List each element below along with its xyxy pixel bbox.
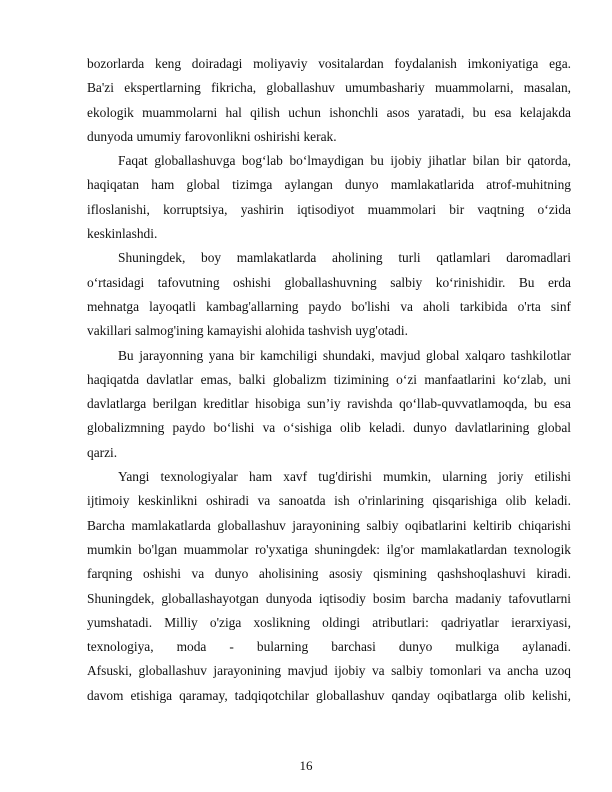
text-line: ijtimoiy keskinlikni oshiradi va sanoatda ish o'rinlarining qisqarishiga olib keladi.	[87, 493, 571, 509]
text-line: farqning oshishi va dunyo aholisining asosiy qismining qashshoqlashuvi kiradi.	[87, 566, 571, 582]
text-line: vakillari salmog'ining kamayishi alohida tashvish uyg'otadi.	[87, 323, 408, 339]
text-line: Barcha mamlakatlarda globallashuv jarayonining salbiy oqibatlarini keltirib chiqarishi	[87, 517, 571, 533]
text-line: ekologik muammolarni hal qilish uchun ishonchli asos yaratadi, bu esa kelajakda	[87, 104, 571, 120]
text-line: Faqat globallashuvga bog‘lab bo‘lmaydigan bu ijobiy jihatlar bilan bir qatorda,	[118, 153, 571, 169]
text-line: mumkin bo'lgan muammolar ro'yxatiga shuningdek: ilg'or mamlakatlardan texnologik	[87, 541, 571, 557]
text-line: haqiqatan ham global tizimga aylangan dunyo mamlakatlarida atrof-muhitning	[87, 177, 571, 193]
text-line: o‘rtasidagi tafovutning oshishi globallashuvning salbiy ko‘rinishidir. Bu erda	[87, 274, 571, 290]
text-line: Bu jarayonning yana bir kamchiligi shundaki, mavjud global xalqaro tashkilotlar	[118, 347, 571, 363]
text-line: bozorlarda keng doiradagi moliyaviy vositalardan foydalanish imkoniyatiga ega.	[87, 56, 571, 71]
text-line: texnologiya, moda - bularning barchasi dunyo mulkiga aylanadi.	[87, 639, 571, 655]
text-line: davom etishiga qaramay, tadqiqotchilar globallashuv qanday oqibatlarga olib kelishi,	[87, 687, 571, 703]
text-line: yumshatadi. Milliy o'ziga xoslikning oldingi atributlari: qadriyatlar ierarxiyasi,	[87, 614, 571, 630]
text-line: keskinlashdi.	[87, 226, 158, 242]
text-line: Ba'zi ekspertlarning fikricha, globallashuv umumbashariy muammolarni, masalan,	[87, 80, 571, 96]
text-line: haqiqatda davlatlar emas, balki globalizm tizimining o‘zi manfaatlarini ko‘zlab, uni	[87, 371, 571, 387]
text-line: ifloslanishi, korruptsiya, yashirin iqtisodiyot muammolari bir vaqtning o‘zida	[87, 201, 571, 217]
text-line: davlatlarga berilgan kreditlar hisobiga sun’iy ravishda qo‘llab-quvvatlamoqda, bu esa	[87, 396, 571, 412]
text-line: dunyoda umumiy farovonlikni oshirishi kerak.	[87, 128, 337, 144]
text-line: Shuningdek, boy mamlakatlarda aholining turli qatlamlari daromadlari	[118, 250, 571, 266]
text-line: Afsuski, globallashuv jarayonining mavjud ijobiy va salbiy tomonlari va ancha uzoq	[87, 663, 571, 679]
body-text	[87, 52, 571, 708]
text-line: qarzi.	[87, 444, 118, 460]
text-line: mehnatga layoqatli kambag'allarning paydo bo'lishi va aholi tarkibida o'rta sinf	[87, 298, 571, 314]
text-line: Yangi texnologiyalar ham xavf tug'dirishi mumkin, ularning joriy etilishi	[118, 469, 571, 485]
text-line: globalizmning paydo bo‘lishi va o‘sishiga olib keladi. dunyo davlatlarining global	[87, 420, 571, 436]
text-line: Shuningdek, globallashayotgan dunyoda iqtisodiy bosim barcha madaniy tafovutlarni	[87, 590, 571, 606]
page-number: 16	[299, 758, 313, 773]
